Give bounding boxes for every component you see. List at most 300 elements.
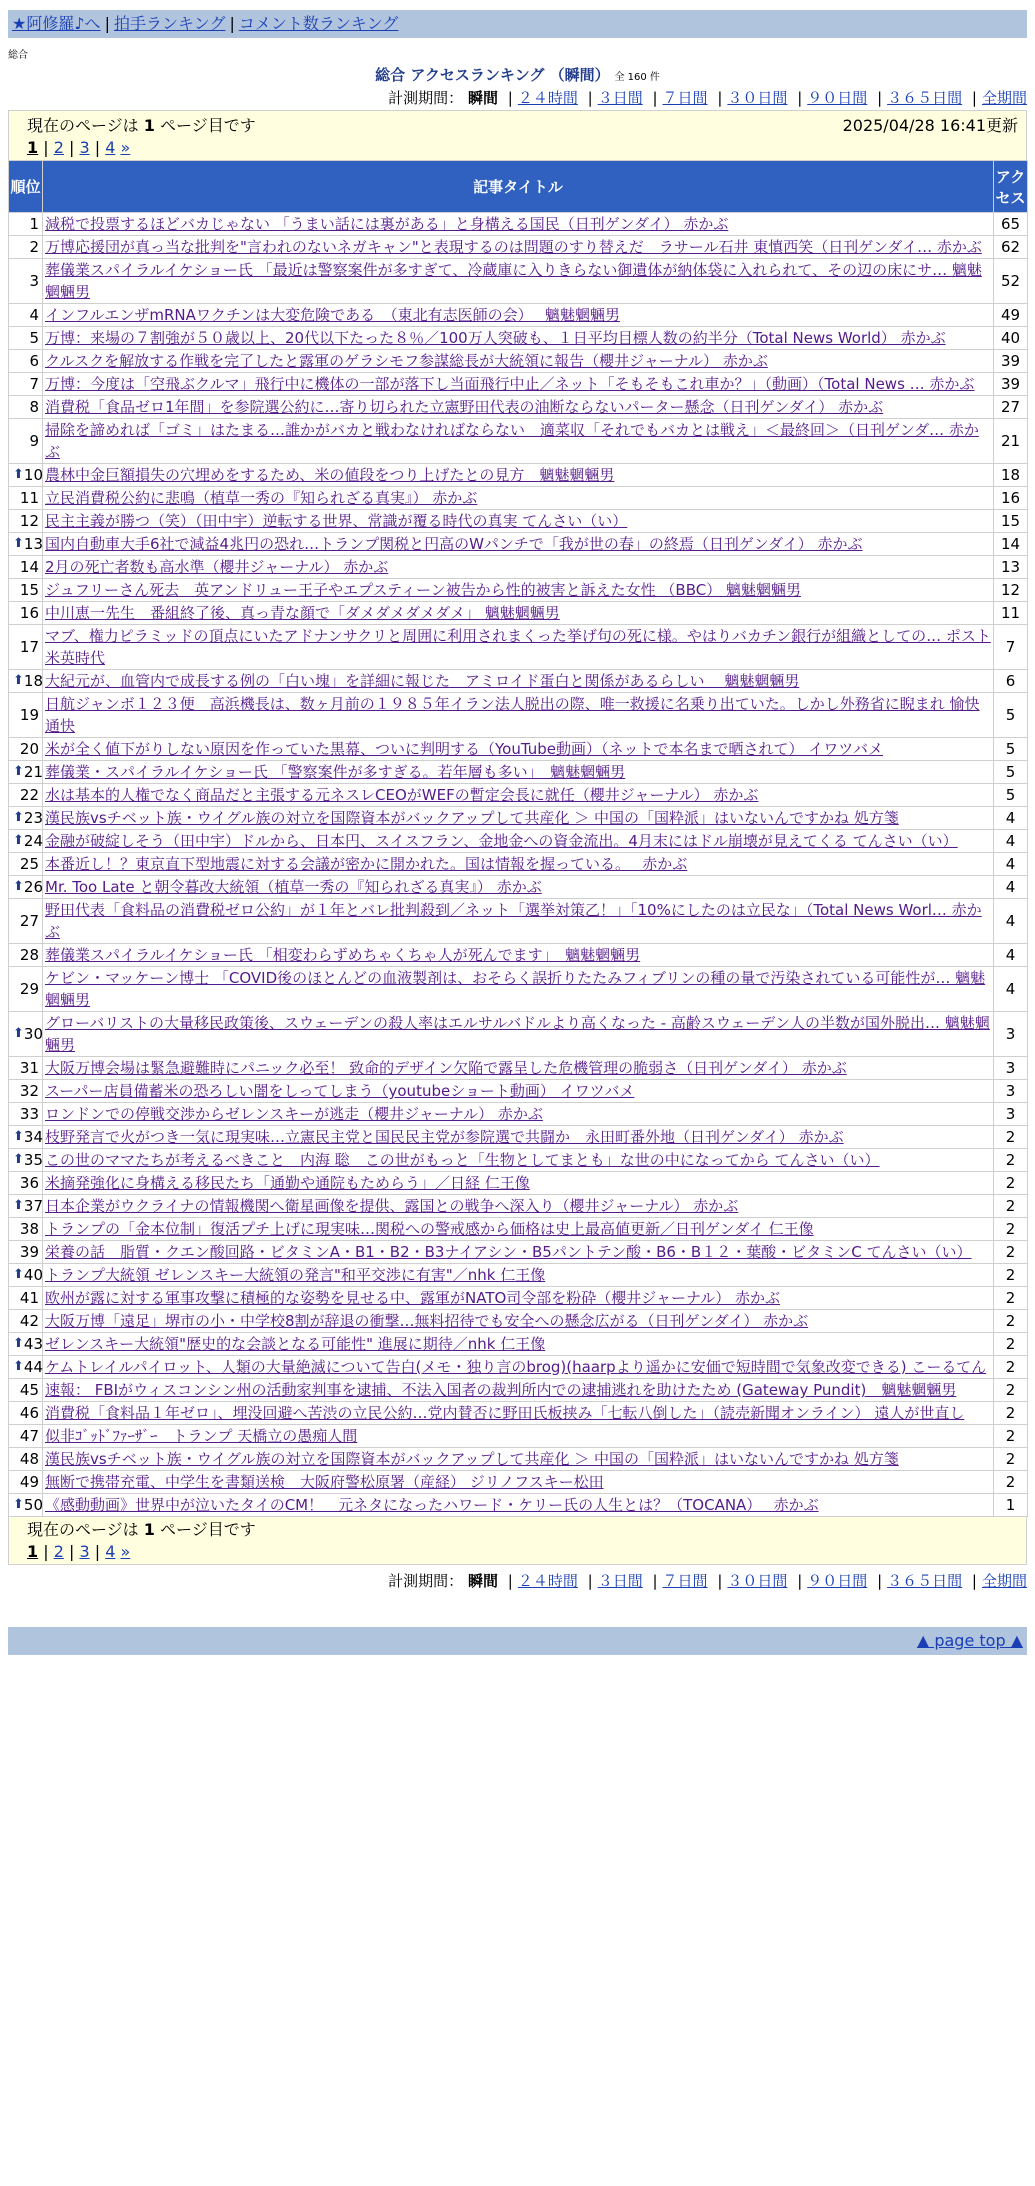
table-row	[9, 1402, 1028, 1425]
article-link[interactable]: 民主主義が勝つ（笑）（田中宇）逆転する世界、常識が覆る時代の真実 てんさい（い）	[45, 512, 628, 530]
rank-number: 33	[19, 1105, 39, 1123]
title-cell	[43, 1149, 994, 1172]
access-count: 2	[994, 1379, 1028, 1402]
title-cell	[43, 1287, 994, 1310]
rank-cell	[9, 533, 43, 556]
rank-number: 29	[19, 980, 39, 998]
table-row	[9, 327, 1028, 350]
table-row	[9, 761, 1028, 784]
access-count: 2	[994, 1149, 1028, 1172]
title-cell	[43, 259, 994, 304]
rank-cell	[9, 1264, 43, 1287]
title-cell	[43, 738, 994, 761]
rank-cell	[9, 1195, 43, 1218]
rank-number: 19	[19, 706, 39, 724]
rank-cell	[9, 259, 43, 304]
rank-number: 39	[19, 1243, 39, 1261]
header-title: 記事タイトル	[43, 161, 994, 213]
title-cell	[43, 396, 994, 419]
rank-cell	[9, 304, 43, 327]
rank-number: 30	[23, 1025, 43, 1043]
table-row	[9, 1448, 1028, 1471]
access-count: 62	[994, 236, 1028, 259]
rank-cell	[9, 1448, 43, 1471]
rank-up-icon: ⬆	[13, 1267, 24, 1282]
title-cell	[43, 1218, 994, 1241]
rank-number: 40	[23, 1266, 43, 1284]
title-cell	[43, 327, 994, 350]
rank-number: 26	[23, 878, 43, 896]
access-count: 13	[994, 556, 1028, 579]
access-count: 65	[994, 213, 1028, 236]
table-row	[9, 236, 1028, 259]
table-row	[9, 556, 1028, 579]
title-cell	[43, 853, 994, 876]
access-count: 2	[994, 1333, 1028, 1356]
rank-cell	[9, 213, 43, 236]
article-link[interactable]: 速報： FBIがウィスコンシン州の活動家判事を逮捕、不法入国者の裁判所内での逮捕逃れを助けたため (Gateway Pundit) 魑魅魍魎男	[45, 1381, 957, 1399]
rank-cell	[9, 738, 43, 761]
rank-up-icon: ⬆	[13, 764, 24, 779]
period-365d-link[interactable]: ３６５日間	[887, 89, 963, 107]
article-link[interactable]: 栄養の話 脂質・クエン酸回路・ビタミンA・B1・B2・B3ナイアシン・B5パントテン酸・B6・B１２・葉酸・ビタミンC てんさい（い）	[45, 1243, 972, 1261]
table-row	[9, 259, 1028, 304]
period-90d-link-bottom[interactable]: ９０日間	[807, 1572, 868, 1590]
title-cell	[43, 533, 994, 556]
page-3-link[interactable]: 3	[79, 138, 90, 157]
article-link[interactable]: 枝野発言で火がつき一気に現実味…立憲民主党と国民民主党が参院選で共闘か 永田町番外地（日刊ゲンダイ） 赤かぶ	[45, 1128, 844, 1146]
rank-number: 5	[29, 329, 39, 347]
title-cell	[43, 899, 994, 944]
rank-number: 12	[19, 512, 39, 530]
rank-cell	[9, 784, 43, 807]
rank-cell	[9, 1103, 43, 1126]
page-2-link[interactable]: 2	[53, 138, 64, 157]
article-link[interactable]: 2月の死亡者数も高水準（櫻井ジャーナル） 赤かぶ	[45, 558, 389, 576]
article-link[interactable]: 中川恵一先生 番組終了後、真っ青な顔で「ダメダメダメダメ」 魑魅魍魎男	[45, 604, 560, 622]
article-link[interactable]: 国内自動車大手6社で減益4兆円の恐れ…トランプ関税と円高のWパンチで「我が世の春」の終焉（日刊ゲンダイ） 赤かぶ	[45, 535, 863, 553]
table-row	[9, 579, 1028, 602]
article-link[interactable]: 大阪万博会場は緊急避難時にパニック必至！ 致命的デザイン欠陥で露呈した危機管理の脆弱さ（日刊ゲンダイ） 赤かぶ	[45, 1059, 847, 1077]
rank-number: 4	[29, 306, 39, 324]
pager-top: 現在のページは 1 ページ目です 2025/04/28 16:41更新 1 | 2 | 3 | 4 »	[8, 110, 1027, 160]
table-row	[9, 510, 1028, 533]
period-90d-link[interactable]: ９０日間	[807, 89, 868, 107]
article-link[interactable]: ゼレンスキー大統領"歴史的な会談となる可能性" 進展に期待／nhk 仁王像	[45, 1335, 546, 1353]
period-24h-link-bottom[interactable]: ２４時間	[517, 1572, 578, 1590]
rank-number: 15	[19, 581, 39, 599]
rank-cell	[9, 1402, 43, 1425]
rank-up-icon: ⬆	[13, 1359, 24, 1374]
page-2-link-bottom[interactable]: 2	[53, 1542, 64, 1561]
title-cell	[43, 1103, 994, 1126]
rank-number: 38	[19, 1220, 39, 1238]
period-365d-link-bottom[interactable]: ３６５日間	[887, 1572, 963, 1590]
header-access: アクセス	[994, 161, 1028, 213]
rank-up-icon: ⬆	[13, 1129, 24, 1144]
access-count: 2	[994, 1264, 1028, 1287]
rank-cell	[9, 396, 43, 419]
access-count: 2	[994, 1195, 1028, 1218]
article-link[interactable]: 漢民族vsチベット族・ウイグル族の対立を国際資本がバックアップして共産化 ＞ 中国の「国粋派」はいないんですかね 処方箋	[45, 1450, 899, 1468]
article-link[interactable]: 大阪万博「遠足」堺市の小・中学校8割が辞退の衝撃…無料招待でも安全への懸念広がる（日刊ゲンダイ） 赤かぶ	[45, 1312, 809, 1330]
rank-number: 46	[19, 1404, 39, 1422]
rank-cell	[9, 807, 43, 830]
rank-cell	[9, 876, 43, 899]
title-cell	[43, 1333, 994, 1356]
access-count: 4	[994, 853, 1028, 876]
table-row	[9, 1333, 1028, 1356]
article-link[interactable]: 本番近し！？東京直下型地震に対する会議が密かに開かれた。国は情報を握っている。 赤かぶ	[45, 855, 688, 873]
table-row	[9, 213, 1028, 236]
access-count: 5	[994, 784, 1028, 807]
home-link[interactable]: ★阿修羅♪へ	[12, 14, 101, 33]
title-cell	[43, 1379, 994, 1402]
table-row	[9, 487, 1028, 510]
title-cell	[43, 1195, 994, 1218]
article-link[interactable]: 葬儀業スパイラルイケショー氏 「相変わらずめちゃくちゃ人が死んでます」 魑魅魍魎男	[45, 946, 641, 964]
article-link[interactable]: ケムトレイルパイロット、人類の大量絶滅について告白(メモ・独り言のbrog)(haarpより遥かに安価で短時間で気象改変できる) こーるてん	[45, 1358, 987, 1376]
page-current: 1	[27, 138, 39, 157]
title-cell	[43, 304, 994, 327]
access-count: 2	[994, 1310, 1028, 1333]
rank-up-icon: ⬆	[13, 879, 24, 894]
ranking-title: 総合 アクセスランキング （瞬間）	[375, 66, 610, 84]
table-row	[9, 1172, 1028, 1195]
article-link[interactable]: グローバリストの大量移民政策後、スウェーデンの殺人率はエルサルバドルより高くなった - 高齢スウェーデン人の半数が国外脱出… 魑魅魍魎男	[45, 1014, 990, 1054]
rank-number: 16	[19, 604, 39, 622]
rank-number: 9	[29, 432, 39, 450]
access-count: 4	[994, 899, 1028, 944]
table-row	[9, 1356, 1028, 1379]
table-row	[9, 1241, 1028, 1264]
title-cell	[43, 876, 994, 899]
access-count: 3	[994, 1080, 1028, 1103]
title-cell	[43, 1425, 994, 1448]
access-count: 2	[994, 1126, 1028, 1149]
access-count: 2	[994, 1241, 1028, 1264]
article-link[interactable]: 葬儀業・スパイラルイケショー氏 「警察案件が多すぎる。若年層も多い」 魑魅魍魎男	[45, 763, 626, 781]
access-count: 2	[994, 1356, 1028, 1379]
title-cell	[43, 556, 994, 579]
period-label: 計測期間：	[388, 89, 464, 107]
article-link[interactable]: 野田代表「食料品の消費税ゼロ公約」が１年とバレ批判殺到／ネット「選挙対策乙！」「10%にしたのは立民な」（Total News Worl… 赤かぶ	[45, 901, 982, 941]
article-link[interactable]: 掃除を諦めれば「ゴミ」はたまる…誰かがバカと戦わなければならない 適菜収「それでもバカとは戦え」＜最終回＞（日刊ゲンダ… 赤かぶ	[45, 421, 979, 461]
article-link[interactable]: ロンドンでの停戦交渉からゼレンスキーが逃走（櫻井ジャーナル） 赤かぶ	[45, 1105, 543, 1123]
rank-number: 11	[19, 489, 39, 507]
rank-number: 47	[19, 1427, 39, 1445]
rank-cell	[9, 899, 43, 944]
table-row	[9, 350, 1028, 373]
article-link[interactable]: トランプ大統領 ゼレンスキー大統領の発言"和平交渉に有害"／nhk 仁王像	[45, 1266, 546, 1284]
rank-number: 28	[19, 946, 39, 964]
rank-number: 25	[19, 855, 39, 873]
table-row	[9, 1494, 1028, 1517]
article-link[interactable]: 農林中金巨額損失の穴埋めをするため、米の値段をつり上げたとの見方 魑魅魍魎男	[45, 466, 615, 484]
access-count: 2	[994, 1425, 1028, 1448]
rank-cell	[9, 693, 43, 738]
table-row	[9, 1057, 1028, 1080]
article-link[interactable]: 葬儀業スパイラルイケショー氏 「最近は警察案件が多すぎて、冷蔵庫に入りきらない御遺体が納体袋に入れられて、その辺の床にサ… 魑魅魍魎男	[45, 261, 982, 301]
rank-cell	[9, 830, 43, 853]
article-link[interactable]: 欧州が露に対する軍事攻撃に積極的な姿勢を見せる中、露軍がNATO司令部を粉砕（櫻井ジャーナル） 赤かぶ	[45, 1289, 781, 1307]
rank-cell	[9, 327, 43, 350]
total-count: 全 160 件	[614, 72, 660, 83]
rank-cell	[9, 967, 43, 1012]
rank-number: 43	[23, 1335, 43, 1353]
article-link[interactable]: 消費税「食品ゼロ1年間」を参院選公約に…寄り切られた立憲野田代表の油断ならないパーター懸念（日刊ゲンダイ） 赤かぶ	[45, 398, 884, 416]
access-count: 27	[994, 396, 1028, 419]
rank-cell	[9, 1471, 43, 1494]
title-cell	[43, 1402, 994, 1425]
title-cell	[43, 350, 994, 373]
rank-cell	[9, 1379, 43, 1402]
article-link[interactable]: 立民消費税公約に悲鳴（植草一秀の『知られざる真実』） 赤かぶ	[45, 489, 478, 507]
page-4-link-bottom[interactable]: 4	[105, 1542, 116, 1561]
rank-cell	[9, 373, 43, 396]
rank-number: 10	[23, 466, 43, 484]
title-cell	[43, 967, 994, 1012]
rank-cell	[9, 602, 43, 625]
table-row	[9, 670, 1028, 693]
rank-cell	[9, 1494, 43, 1517]
rank-up-icon: ⬆	[13, 536, 24, 551]
article-link[interactable]: マブ、権力ピラミッドの頂点にいたアドナンサクリと周囲に利用されまくった挙げ句の死に様。やはりバカチン銀行が組織としての… ポスト米英時代	[45, 627, 991, 667]
title-cell	[43, 944, 994, 967]
title-cell	[43, 1471, 994, 1494]
title-cell	[43, 1080, 994, 1103]
rank-up-icon: ⬆	[13, 1026, 24, 1041]
pager-status: 現在のページは 1 ページ目です	[27, 116, 256, 135]
article-link[interactable]: 漢民族vsチベット族・ウイグル族の対立を国際資本がバックアップして共産化 ＞ 中国の「国粋派」はいないんですかね 処方箋	[45, 809, 899, 827]
table-row	[9, 1218, 1028, 1241]
access-count: 1	[994, 1494, 1028, 1517]
access-count: 2	[994, 1402, 1028, 1425]
title-cell	[43, 1172, 994, 1195]
title-cell	[43, 464, 994, 487]
rank-cell	[9, 236, 43, 259]
header-rank: 順位	[9, 161, 43, 213]
title-cell	[43, 1126, 994, 1149]
rank-cell	[9, 944, 43, 967]
article-link[interactable]: 似非ｺﾞｯﾄﾞﾌｧｰｻﾞｰ トランプ 天橋立の愚痴人間	[45, 1427, 358, 1445]
page-title	[0, 64, 1035, 86]
rank-cell	[9, 419, 43, 464]
rank-number: 45	[19, 1381, 39, 1399]
rank-cell	[9, 625, 43, 670]
article-link[interactable]: ケビン・マッケーン博士 「COVID後のほとんどの血液製剤は、おそらく誤折りたたみフィブリンの種の量で汚染されている可能性が… 魑魅魍魎男	[45, 969, 986, 1009]
period-current: 瞬間	[467, 89, 498, 107]
article-link[interactable]: Mr. Too Late と朝令暮改大統領（植草一秀の『知られざる真実』） 赤かぶ	[45, 878, 542, 896]
access-count: 11	[994, 602, 1028, 625]
access-count: 6	[994, 670, 1028, 693]
period-7d-link-bottom[interactable]: ７日間	[662, 1572, 708, 1590]
rank-cell	[9, 853, 43, 876]
rank-number: 41	[19, 1289, 39, 1307]
rank-up-icon: ⬆	[13, 467, 24, 482]
title-cell	[43, 510, 994, 533]
page-3-link-bottom[interactable]: 3	[79, 1542, 90, 1561]
rank-number: 32	[19, 1082, 39, 1100]
title-cell	[43, 602, 994, 625]
period-all-link-bottom[interactable]: 全期間	[981, 1572, 1027, 1590]
table-row	[9, 304, 1028, 327]
rank-number: 49	[19, 1473, 39, 1491]
article-link[interactable]: 大紀元が、血管内で成長する例の「白い塊」を詳細に報じた アミロイド蛋白と関係があるらしい 魑魅魍魎男	[45, 672, 800, 690]
table-row	[9, 1012, 1028, 1057]
rank-number: 23	[23, 809, 43, 827]
access-count: 2	[994, 1218, 1028, 1241]
ranking-table	[8, 160, 1028, 1517]
period-30d-link[interactable]: ３０日間	[727, 89, 788, 107]
table-row	[9, 373, 1028, 396]
period-all-link[interactable]: 全期間	[981, 89, 1027, 107]
title-cell	[43, 693, 994, 738]
table-row	[9, 1287, 1028, 1310]
rank-cell	[9, 1218, 43, 1241]
article-link[interactable]: 米が全く値下がりしない原因を作っていた黒幕、ついに判明する（YouTube動画）（ネットで本名まで晒されて） イワツバメ	[45, 740, 883, 758]
clap-ranking-link[interactable]: 拍手ランキング	[113, 14, 226, 33]
page-4-link[interactable]: 4	[105, 138, 116, 157]
article-link[interactable]: 水は基本的人権でなく商品だと主張する元ネスレCEOがWEFの暫定会長に就任（櫻井ジャーナル） 赤かぶ	[45, 786, 759, 804]
table-row	[9, 944, 1028, 967]
table-row	[9, 1471, 1028, 1494]
table-row	[9, 1379, 1028, 1402]
table-row	[9, 396, 1028, 419]
article-link[interactable]: 日航ジャンボ１２３便 高浜機長は、数ヶ月前の１９８５年イラン法人脱出の際、唯一救援に名乗り出ていた。しかし外務省に睨まれ 愉快通快	[45, 695, 980, 735]
page-next-link-bottom[interactable]: »	[120, 1542, 131, 1561]
access-count: 5	[994, 738, 1028, 761]
rank-cell	[9, 556, 43, 579]
access-count: 3	[994, 1103, 1028, 1126]
rank-cell	[9, 579, 43, 602]
table-row	[9, 899, 1028, 944]
period-30d-link-bottom[interactable]: ３０日間	[727, 1572, 788, 1590]
title-cell	[43, 1448, 994, 1471]
rank-cell	[9, 1356, 43, 1379]
rank-number: 34	[23, 1128, 43, 1146]
article-link[interactable]: 金融が破綻しそう（田中宇）ドルから、日本円、スイスフラン、金地金への資金流出。4月末にはドル崩壊が見えてくる てんさい（い）	[45, 832, 958, 850]
access-count: 2	[994, 1471, 1028, 1494]
table-row	[9, 807, 1028, 830]
title-cell	[43, 625, 994, 670]
rank-cell	[9, 1425, 43, 1448]
access-count: 14	[994, 533, 1028, 556]
rank-number: 3	[29, 272, 39, 290]
rank-up-icon: ⬆	[13, 1152, 24, 1167]
rank-up-icon: ⬆	[13, 810, 24, 825]
rank-number: 36	[19, 1174, 39, 1192]
title-cell	[43, 213, 994, 236]
rank-number: 17	[19, 638, 39, 656]
rank-up-icon: ⬆	[13, 1497, 24, 1512]
article-link[interactable]: この世のママたちが考えるべきこと 内海 聡 この世がもっと「生物としてまとも」な世の中になってから てんさい（い）	[45, 1151, 880, 1169]
page-next-link[interactable]: »	[120, 138, 131, 157]
article-link[interactable]: スーパー店員備蓄米の恐ろしい闇をしってしまう（youtubeショート動画） イワツバメ	[45, 1082, 635, 1100]
rank-cell	[9, 1057, 43, 1080]
top-nav-bar: ★阿修羅♪へ | 拍手ランキング | コメント数ランキング	[8, 10, 1027, 38]
table-row	[9, 419, 1028, 464]
rank-up-icon: ⬆	[13, 673, 24, 688]
access-count: 40	[994, 327, 1028, 350]
title-cell	[43, 236, 994, 259]
table-row	[9, 625, 1028, 670]
article-link[interactable]: 日本企業がウクライナの情報機関へ衛星画像を提供、露国との戦争へ深入り（櫻井ジャーナル） 赤かぶ	[45, 1197, 739, 1215]
title-cell	[43, 1241, 994, 1264]
rank-number: 7	[29, 375, 39, 393]
article-link[interactable]: 万博応援団が真っ当な批判を"言われのないネガキャン"と表現するのは問題のすり替えだ ラサール石井 東慎西笑（日刊ゲンダイ… 赤かぶ	[45, 238, 982, 256]
title-cell	[43, 761, 994, 784]
article-link[interactable]: クルスクを解放する作戦を完了したと露軍のゲラシモフ参謀総長が大統領に報告（櫻井ジャーナル） 赤かぶ	[45, 352, 768, 370]
access-count: 5	[994, 761, 1028, 784]
rank-number: 42	[19, 1312, 39, 1330]
title-cell	[43, 1356, 994, 1379]
article-link[interactable]: 《感動動画》世界中が泣いたタイのCM！ 元ネタになったハワード・ケリー氏の人生とは？（TOCANA） 赤かぶ	[45, 1496, 819, 1514]
article-link[interactable]: 米摘発強化に身構える移民たち「通勤や通院もためらう」／日経 仁王像	[45, 1174, 530, 1192]
rank-up-icon: ⬆	[13, 1336, 24, 1351]
table-row	[9, 1149, 1028, 1172]
access-count: 7	[994, 625, 1028, 670]
period-24h-link[interactable]: ２４時間	[517, 89, 578, 107]
access-count: 16	[994, 487, 1028, 510]
access-count: 4	[994, 944, 1028, 967]
access-count: 21	[994, 419, 1028, 464]
period-3d-link[interactable]: ３日間	[597, 89, 643, 107]
access-count: 3	[994, 1057, 1028, 1080]
title-cell	[43, 784, 994, 807]
title-cell	[43, 419, 994, 464]
article-link[interactable]: 万博：今度は「空飛ぶクルマ」飛行中に機体の一部が落下し当面飛行中止／ネット「そもそもこれ車か？」（動画）（Total News … 赤かぶ	[45, 375, 975, 393]
rank-cell	[9, 1310, 43, 1333]
access-count: 4	[994, 830, 1028, 853]
rank-number: 27	[19, 912, 39, 930]
rank-number: 21	[23, 763, 43, 781]
article-link[interactable]: 万博：来場の７割強が５０歳以上、20代以下たった８％／100万人突破も、１日平均目標人数の約半分（Total News World） 赤かぶ	[45, 329, 946, 347]
comment-ranking-link[interactable]: コメント数ランキング	[238, 14, 399, 33]
article-link[interactable]: インフルエンザmRNAワクチンは大変危険である （東北有志医師の会） 魑魅魍魎男	[45, 306, 620, 324]
rank-number: 8	[29, 398, 39, 416]
article-link[interactable]: ジュフリーさん死去 英アンドリュー王子やエプスティーン被告から性的被害と訴えた女性 （BBC） 魑魅魍魎男	[45, 581, 801, 599]
title-cell	[43, 1494, 994, 1517]
title-cell	[43, 670, 994, 693]
table-row	[9, 853, 1028, 876]
updated-time: 2025/04/28 16:41更新	[842, 116, 1018, 135]
access-count: 12	[994, 579, 1028, 602]
title-cell	[43, 579, 994, 602]
page-top-link[interactable]: ▲ page top ▲	[916, 1631, 1023, 1650]
period-3d-link-bottom[interactable]: ３日間	[597, 1572, 643, 1590]
article-link[interactable]: 消費税「食料品１年ゼロ」、埋没回避へ苦渋の立民公約…党内賛否に野田氏板挟み「七転八倒した」（読売新聞オンライン） 遠人が世直し	[45, 1404, 965, 1422]
table-row	[9, 830, 1028, 853]
access-count: 3	[994, 1012, 1028, 1057]
table-row	[9, 693, 1028, 738]
title-cell	[43, 1264, 994, 1287]
title-cell	[43, 807, 994, 830]
rank-number: 44	[23, 1358, 43, 1376]
footer-bar	[8, 1627, 1027, 1655]
rank-number: 24	[23, 832, 43, 850]
rank-up-icon: ⬆	[13, 833, 24, 848]
rank-cell	[9, 1126, 43, 1149]
rank-cell	[9, 1012, 43, 1057]
article-link[interactable]: 減税で投票するほどバカじゃない 「うまい話には裏がある」と身構える国民（日刊ゲンダイ） 赤かぶ	[45, 215, 729, 233]
article-link[interactable]: 無断で携帯充電、中学生を書類送検 大阪府警松原署（産経） ジリノフスキー松田	[45, 1473, 604, 1491]
table-row	[9, 738, 1028, 761]
article-link[interactable]: トランプの「金本位制」復活プチ上げに現実味…関税への警戒感から価格は史上最高値更新／日刊ゲンダイ 仁王像	[45, 1220, 814, 1238]
category-label: 総合	[8, 50, 28, 61]
period-7d-link[interactable]: ７日間	[662, 89, 708, 107]
rank-number: 31	[19, 1059, 39, 1077]
